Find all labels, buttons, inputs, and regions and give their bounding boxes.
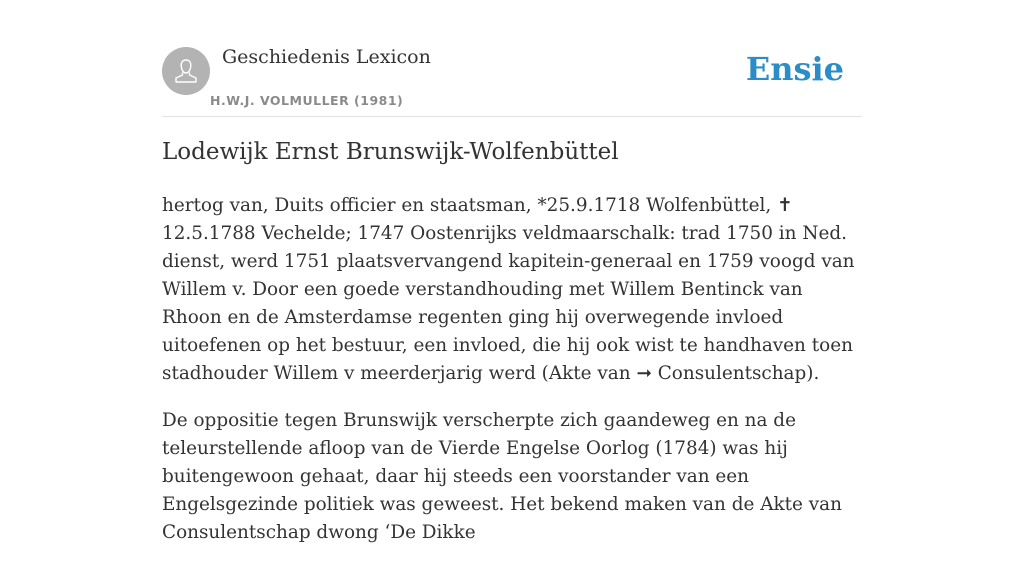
article-paragraph: De oppositie tegen Brunswijk verscherpte zich gaandeweg en na de teleurstellende afloop van de Vierde Engelse Oorlog (1784) was hij buitengewoon gehaat, daar hij steeds een voorstander van een Engelsgezinde politiek was geweest. Het bekend maken van de Akte van Consulentschap dwong ‘De Dikke <box>162 410 842 543</box>
article-title: Lodewijk Ernst Brunswijk-Wolfenbüttel <box>162 139 619 165</box>
author-label[interactable]: H.W.J. VOLMULLER (1981) <box>210 93 404 108</box>
article-paragraph: hertog van, Duits officier en staatsman, *25.9.1718 Wolfenbüttel, ✝ 12.5.1788 Vechelde; 1747 Oostenrijks veldmaarschalk: trad 1750 in Ned. dienst, werd 1751 plaatsvervangend kapitein-generaal en 1759 voogd van Willem v. Door een goede verstandhouding met Willem Bentinck van Rhoon en de Amsterdamse regenten ging hij overwegende invloed uitoefenen op het bestuur, een invloed, die hij ook wist te handhaven toen stadhouder Willem v meerderjarig werd (Akte van ➞ Consulentschap). <box>162 195 855 384</box>
header <box>162 44 862 117</box>
lexicon-title[interactable]: Geschiedenis Lexicon <box>222 46 431 68</box>
avatar[interactable] <box>162 47 210 95</box>
brand-logo[interactable]: Ensie <box>745 50 844 88</box>
article-body <box>162 192 866 566</box>
user-icon <box>171 56 201 86</box>
